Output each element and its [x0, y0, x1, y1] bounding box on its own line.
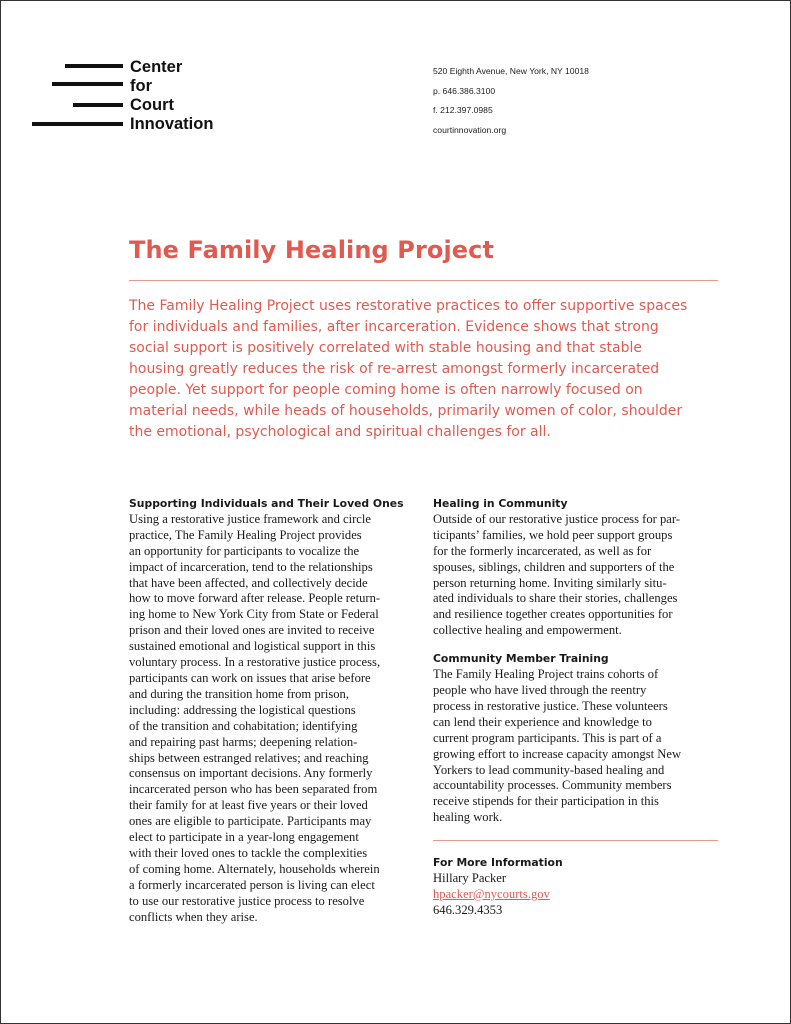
body-line: growing effort to increase capacity amongst New [433, 746, 682, 761]
body-line: ated individuals to share their stories, challenges [433, 591, 678, 606]
body-line: conflicts when they arise. [129, 909, 258, 924]
body-line: that have been affected, and collectively decide [129, 575, 368, 590]
body-line: sustained emotional and logistical support in this [129, 639, 376, 654]
body-line: practice, The Family Healing Project provides [129, 527, 362, 542]
body-line: a formerly incarcerated person is living can elect [129, 877, 375, 892]
body-line: voluntary process. In a restorative justice process, [129, 655, 381, 670]
logo-bar [52, 82, 123, 86]
body-line: impact of incarceration, tend to the relationships [129, 559, 373, 574]
body-line: with their loved ones to tackle the complexities [129, 845, 368, 860]
intro-line: material needs, while heads of households, primarily women of color, shoulder [129, 403, 683, 419]
body-line: prison and their loved ones are invited to receive [129, 623, 375, 638]
section-heading: Supporting Individuals and Their Loved Ones [129, 497, 404, 510]
body-line: collective healing and empowerment. [433, 623, 622, 638]
body-line: healing work. [433, 810, 503, 825]
section-heading: Healing in Community [433, 497, 568, 510]
body-line: for the formerly incarcerated, as well as for [433, 543, 652, 558]
logo-line: Innovation [130, 115, 214, 133]
title-divider [129, 280, 718, 281]
body-line: Using a restorative justice framework and circle [129, 511, 371, 526]
center-for-court-innovation-logo [32, 58, 232, 134]
body-line: an opportunity for participants to vocalize the [129, 543, 360, 558]
body-line: ing home to New York City from State or Federal [129, 607, 379, 622]
body-line: including: addressing the logistical questions [129, 702, 356, 717]
body-line: their family for at least five years or their loved [129, 798, 368, 813]
contact-phone: p. 646.386.3100 [433, 85, 496, 96]
section-gap [433, 639, 723, 651]
contact-email-link[interactable]: hpacker@nycourts.gov [433, 886, 550, 901]
logo-text [130, 58, 213, 134]
intro-line: people. Yet support for people coming home is often narrowly focused on [129, 382, 643, 398]
body-line: consensus on important decisions. Any formerly [129, 766, 373, 781]
intro-line: the emotional, psychological and spiritual challenges for all. [129, 424, 551, 440]
body-line: ships between estranged relatives; and reaching [129, 750, 369, 765]
intro-line: social support is positively correlated with stable housing and that stable [129, 340, 642, 356]
intro-paragraph [129, 296, 729, 443]
more-info-heading: For More Information [433, 856, 563, 870]
contact-phone-number: 646.329.4353 [433, 902, 503, 917]
body-line: person returning home. Inviting similarly situ- [433, 575, 667, 590]
body-line: and repairing past harms; deepening relation- [129, 734, 358, 749]
intro-line: housing greatly reduces the risk of re-arrest amongst formerly incarcerated [129, 361, 660, 377]
logo-line: for [130, 77, 152, 95]
contact-fax: f. 212.397.0985 [433, 105, 493, 116]
left-column [129, 496, 414, 925]
intro-line: The Family Healing Project uses restorative practices to offer supportive spaces [129, 298, 688, 314]
body-line: ones are eligible to participate. Participants may [129, 814, 372, 829]
body-line: people who have lived through the reentry [433, 682, 647, 697]
body-line: receive stipends for their participation in this [433, 794, 659, 809]
logo-bar [32, 122, 123, 126]
body-line: elect to participate in a year-long engagement [129, 830, 359, 845]
logo-bar [65, 64, 123, 68]
body-line: and during the transition home from prison, [129, 686, 350, 701]
body-line: and resilience together creates opportunities for [433, 607, 673, 622]
contact-block [433, 62, 589, 141]
body-line: The Family Healing Project trains cohorts of [433, 667, 659, 682]
body-line: to use our restorative justice process to resolve [129, 893, 365, 908]
body-line: ticipants’ families, we hold peer support groups [433, 527, 673, 542]
body-line: spouses, siblings, children and supporters of the [433, 559, 675, 574]
body-line: how to move forward after release. People return- [129, 591, 381, 606]
body-line: can lend their experience and knowledge to [433, 714, 652, 729]
body-line: accountability processes. Community members [433, 778, 672, 793]
body-line: incarcerated person who has been separated from [129, 782, 378, 797]
logo-line: Center [130, 58, 183, 76]
contact-name: Hillary Packer [433, 871, 507, 886]
right-column [433, 496, 723, 919]
body-line: process in restorative justice. These volunteers [433, 698, 668, 713]
section-heading: Community Member Training [433, 652, 609, 666]
logo-bar [73, 103, 123, 107]
intro-line: for individuals and families, after incarceration. Evidence shows that strong [129, 319, 659, 335]
body-line: participants can work on issues that arise before [129, 670, 371, 685]
body-line: of the transition and cohabitation; identifying [129, 718, 358, 733]
page-title: The Family Healing Project [129, 236, 495, 264]
body-line: current program participants. This is part of a [433, 730, 662, 745]
contact-address: 520 Eighth Avenue, New York, NY 10018 [433, 66, 589, 76]
body-line: Outside of our restorative justice process for par- [433, 511, 680, 526]
body-line: Yorkers to lead community-based healing and [433, 762, 665, 777]
logo-line: Court [130, 96, 174, 114]
contact-website[interactable]: courtinnovation.org [433, 125, 507, 136]
body-line: of coming home. Alternately, households wherein [129, 861, 380, 876]
info-divider [433, 840, 718, 841]
